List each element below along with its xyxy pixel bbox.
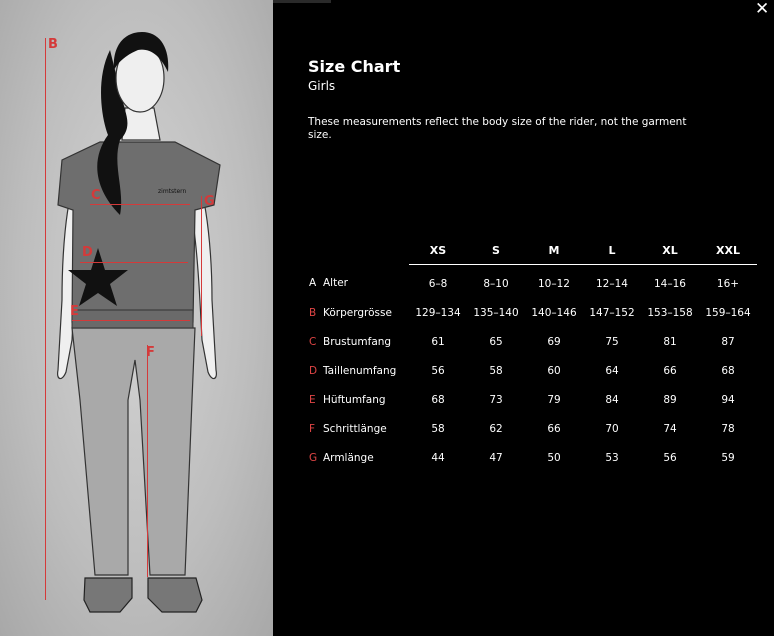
table-cell: 44 [431, 451, 445, 464]
table-cell: 66 [547, 422, 561, 435]
table-cell: 87 [721, 335, 735, 348]
table-cell: 75 [605, 335, 619, 348]
measure-line-f [147, 345, 148, 577]
row-label [308, 298, 409, 327]
measure-label-f: F [146, 345, 155, 360]
table-cell: 159–164 [705, 306, 751, 319]
table-cell: 81 [663, 335, 677, 348]
measure-label-d: D [82, 245, 93, 260]
size-table [308, 236, 757, 472]
table-row [308, 414, 757, 443]
table-cell: 73 [489, 393, 503, 406]
table-cell: 62 [489, 422, 503, 435]
row-name: Alter [323, 277, 348, 290]
row-name: Taillenumfang [323, 364, 397, 377]
table-cell: 94 [721, 393, 735, 406]
table-cell: 74 [663, 422, 677, 435]
row-label [308, 443, 409, 472]
table-cell: 58 [489, 364, 503, 377]
table-cell: 79 [547, 393, 561, 406]
table-cell: 56 [663, 451, 677, 464]
row-label [308, 265, 409, 299]
table-cell: 68 [721, 364, 735, 377]
row-label [308, 356, 409, 385]
table-cell: 153–158 [647, 306, 693, 319]
table-cell: 60 [547, 364, 561, 377]
table-row [308, 298, 757, 327]
table-cell: 61 [431, 335, 445, 348]
measure-label-b: B [48, 37, 58, 52]
table-cell: 10–12 [538, 277, 570, 290]
page-title: Size Chart [308, 57, 401, 76]
table-row [308, 443, 757, 472]
table-row [308, 385, 757, 414]
row-name: Hüftumfang [323, 393, 386, 406]
table-cell: 8–10 [483, 277, 509, 290]
table-header-row [308, 236, 757, 265]
table-row [308, 265, 757, 299]
header-empty-cell [308, 236, 409, 265]
measure-line-b [45, 38, 46, 600]
measure-label-g: G [204, 194, 215, 209]
table-cell: 64 [605, 364, 619, 377]
table-cell: 78 [721, 422, 735, 435]
measure-label-e: E [70, 304, 79, 319]
table-cell: 66 [663, 364, 677, 377]
table-row [308, 356, 757, 385]
table-cell: 6–8 [428, 277, 448, 290]
table-cell: 89 [663, 393, 677, 406]
table-cell: 69 [547, 335, 561, 348]
size-header: S [467, 236, 525, 265]
row-letter: E [309, 393, 316, 406]
row-letter: D [309, 364, 318, 377]
top-strip [273, 0, 331, 3]
row-letter: A [309, 277, 317, 290]
row-name: Brustumfang [323, 335, 392, 348]
table-cell: 129–134 [415, 306, 461, 319]
size-header: XXL [699, 236, 757, 265]
table-cell: 84 [605, 393, 619, 406]
shirt-logo-text: zimtstern [158, 188, 187, 195]
row-name: Schrittlänge [323, 422, 387, 435]
size-header: L [583, 236, 641, 265]
page-subtitle: Girls [308, 79, 336, 93]
close-icon[interactable]: ✕ [755, 0, 770, 19]
size-header: XL [641, 236, 699, 265]
table-cell: 56 [431, 364, 445, 377]
row-letter: C [309, 335, 317, 348]
row-label [308, 414, 409, 443]
table-row [308, 327, 757, 356]
table-cell: 50 [547, 451, 561, 464]
table-cell: 47 [489, 451, 503, 464]
size-header: M [525, 236, 583, 265]
table-cell: 12–14 [596, 277, 628, 290]
table-cell: 59 [721, 451, 735, 464]
measure-label-c: C [91, 188, 101, 203]
measure-line-d [80, 262, 188, 263]
table-cell: 14–16 [654, 277, 686, 290]
row-letter: F [309, 422, 316, 435]
table-cell: 147–152 [589, 306, 635, 319]
measure-line-g [201, 196, 202, 336]
table-cell: 16+ [716, 277, 740, 290]
model-figure [0, 0, 273, 636]
row-label [308, 385, 409, 414]
size-header: XS [409, 236, 467, 265]
row-name: Körpergrösse [323, 306, 392, 319]
table-cell: 58 [431, 422, 445, 435]
table-cell: 65 [489, 335, 503, 348]
row-letter: B [309, 306, 317, 319]
row-letter: G [309, 451, 318, 464]
row-label [308, 327, 409, 356]
table-cell: 53 [605, 451, 619, 464]
table-cell: 135–140 [473, 306, 519, 319]
size-description: These measurements reflect the body size of the rider, not the garment size. [308, 116, 687, 141]
measure-line-c [90, 204, 190, 205]
model-illustration-panel [0, 0, 273, 636]
measure-line-e [72, 320, 190, 321]
table-cell: 68 [431, 393, 445, 406]
table-cell: 70 [605, 422, 619, 435]
row-name: Armlänge [323, 451, 374, 464]
table-cell: 140–146 [531, 306, 577, 319]
